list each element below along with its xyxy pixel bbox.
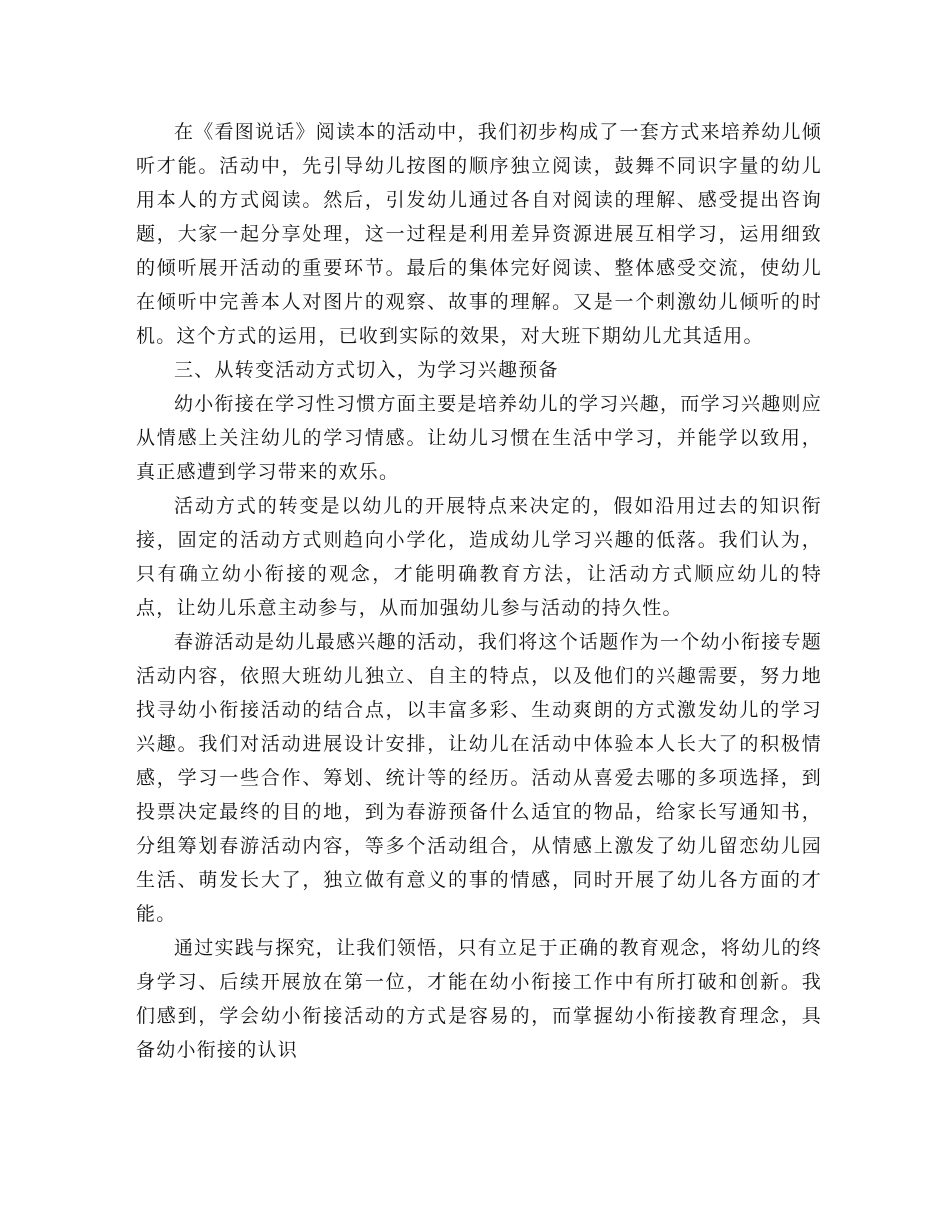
section-heading-activity-mode: 三、从转变活动方式切入，为学习兴趣预备 (174, 359, 559, 381)
paragraph-practice-reflection: 通过实践与探究，让我们领悟，只有立足于正确的教育观念，将幼儿的终身学习、后续开展放在第一位，才能在幼小衔接工作中有所打破和创新。我们感到，学会幼小衔接活动的方式是容易的，而掌握幼小衔接教育理念，具备幼小衔接的认识 (136, 937, 823, 1061)
paragraph-activity-mode-change: 活动方式的转变是以幼儿的开展特点来决定的，假如沿用过去的知识衔接，固定的活动方式则趋向小学化，造成幼儿学习兴趣的低落。我们认为，只有确立幼小衔接的观念，才能明确教育方法，让活动方式顺应幼儿的特点，让幼儿乐意主动参与，从而加强幼儿参与活动的持久性。 (136, 495, 822, 619)
document-body (136, 115, 822, 1067)
paragraph-learning-interest: 幼小衔接在学习性习惯方面主要是培养幼儿的学习兴趣，而学习兴趣则应从情感上关注幼儿的学习情感。让幼儿习惯在生活中学习，并能学以致用，真正感遭到学习带来的欢乐。 (136, 393, 823, 483)
paragraph-listening-method: 在《看图说话》阅读本的活动中，我们初步构成了一套方式来培养幼儿倾听才能。活动中，先引导幼儿按图的顺序独立阅读，鼓舞不同识字量的幼儿用本人的方式阅读。然后，引发幼儿通过各自对阅读的理解、感受提出咨询题，大家一起分享处理，这一过程是利用差异资源进展互相学习，运用细致的倾听展开活动的重要环节。最后的集体完好阅读、整体感受交流，使幼儿在倾听中完善本人对图片的观察、故事的理解。又是一个刺激幼儿倾听的时机。这个方式的运用，已收到实际的效果，对大班下期幼儿尤其适用。 (136, 121, 823, 347)
paragraph-spring-outing: 春游活动是幼儿最感兴趣的活动，我们将这个话题作为一个幼小衔接专题活动内容，依照大班幼儿独立、自主的特点，以及他们的兴趣需要，努力地找寻幼小衔接活动的结合点，以丰富多彩、生动爽朗的方式激发幼儿的学习兴趣。我们对活动进展设计安排，让幼儿在活动中体验本人长大了的积极情感，学习一些合作、筹划、统计等的经历。活动从喜爱去哪的多项选择，到投票决定最终的目的地，到为春游预备什么适宜的物品，给家长写通知书，分组筹划春游活动内容，等多个活动组合，从情感上激发了幼儿留恋幼儿园生活、萌发长大了，独立做有意义的事的情感，同时开展了幼儿各方面的才能。 (136, 631, 823, 925)
